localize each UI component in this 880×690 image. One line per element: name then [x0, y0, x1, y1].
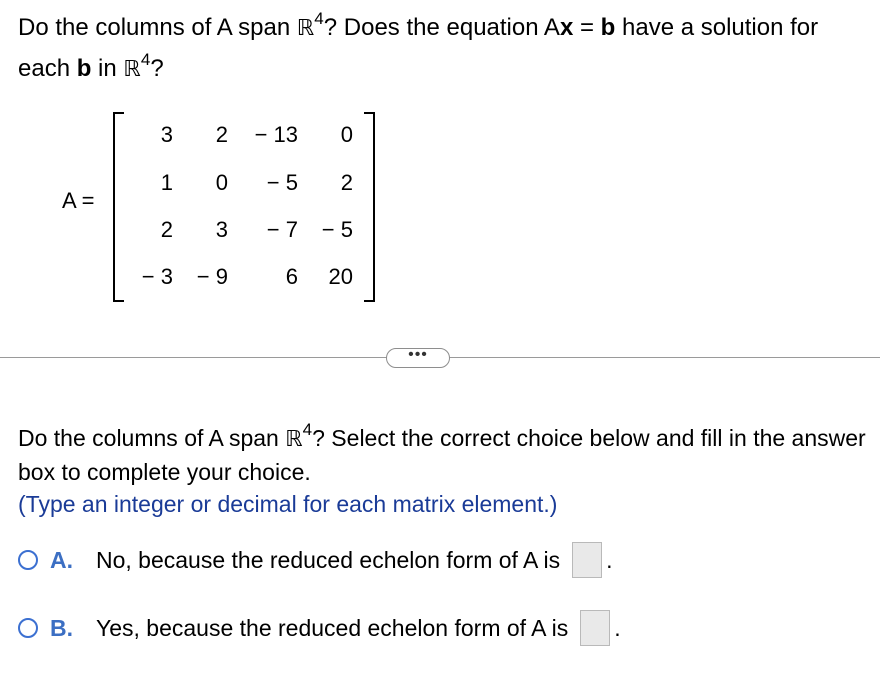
prompt-part1: Do the columns of A span [18, 425, 286, 451]
prompt-space-exponent: 4 [302, 420, 313, 440]
choice-b-letter: B. [50, 614, 73, 641]
matrix-cell: 2 [340, 170, 353, 195]
choice-b[interactable] [18, 610, 621, 646]
more-dots-icon: ••• [408, 346, 428, 363]
matrix-cell: 0 [215, 170, 228, 195]
question-part2: ? Does the equation [323, 14, 544, 41]
space-exponent-2: 4 [140, 50, 151, 69]
choice-a-period: . [606, 546, 613, 573]
question-part3: have a solution for each [18, 14, 819, 82]
matrix-label: A = [62, 188, 95, 213]
matrix-cell: 2 [160, 217, 173, 242]
matrix-cell: − 5 [266, 170, 298, 195]
matrix-cell: 3 [160, 122, 173, 147]
matrix-cell: 0 [340, 122, 353, 147]
matrix-cell: 20 [328, 264, 353, 289]
equation-b: b [600, 14, 616, 41]
question-part1: Do the columns of A span [18, 14, 297, 41]
matrix-cell: 2 [215, 122, 228, 147]
question-b-vector: b [76, 55, 92, 82]
prompt-space-symbol: ℝ [285, 427, 303, 452]
choice-a[interactable] [18, 542, 613, 578]
matrix-cell: − 9 [196, 264, 228, 289]
equation-equals: = [573, 14, 601, 41]
choice-a-text: No, because the reduced echelon form of A is [96, 546, 561, 573]
choice-b-period: . [614, 614, 621, 641]
matrix-cell: 1 [160, 170, 173, 195]
matrix-a [113, 112, 375, 300]
question-part4: in [91, 55, 124, 82]
question-end: ? [150, 55, 164, 82]
radio-button-b[interactable] [18, 618, 38, 638]
equation-a: A [543, 14, 560, 41]
choice-b-text: Yes, because the reduced echelon form of A is [96, 614, 569, 641]
equation-x: x [559, 14, 574, 41]
question-text [18, 8, 868, 90]
answer-box-b[interactable] [580, 610, 610, 646]
space-exponent: 4 [314, 9, 324, 28]
real-space-symbol: ℝ [296, 16, 315, 41]
matrix-cell: 3 [215, 217, 228, 242]
matrix-right-bracket [364, 112, 375, 302]
prompt-part2: ? Select the correct choice below and fill in the answer box to complete your choice. [18, 425, 866, 485]
answer-format-hint: (Type an integer or decimal for each matrix element.) [18, 491, 558, 517]
matrix-cell: − 3 [141, 264, 173, 289]
choice-a-letter: A. [50, 546, 73, 573]
matrix-cell: − 7 [266, 217, 298, 242]
matrix-cell: − 13 [254, 122, 298, 147]
matrix-cell: − 5 [321, 217, 353, 242]
matrix-cell: 6 [285, 264, 298, 289]
answer-box-a[interactable] [572, 542, 602, 578]
real-space-symbol-2: ℝ [123, 57, 141, 82]
radio-button-a[interactable] [18, 550, 38, 570]
expand-more-button[interactable] [386, 348, 450, 368]
sub-question [18, 422, 868, 520]
